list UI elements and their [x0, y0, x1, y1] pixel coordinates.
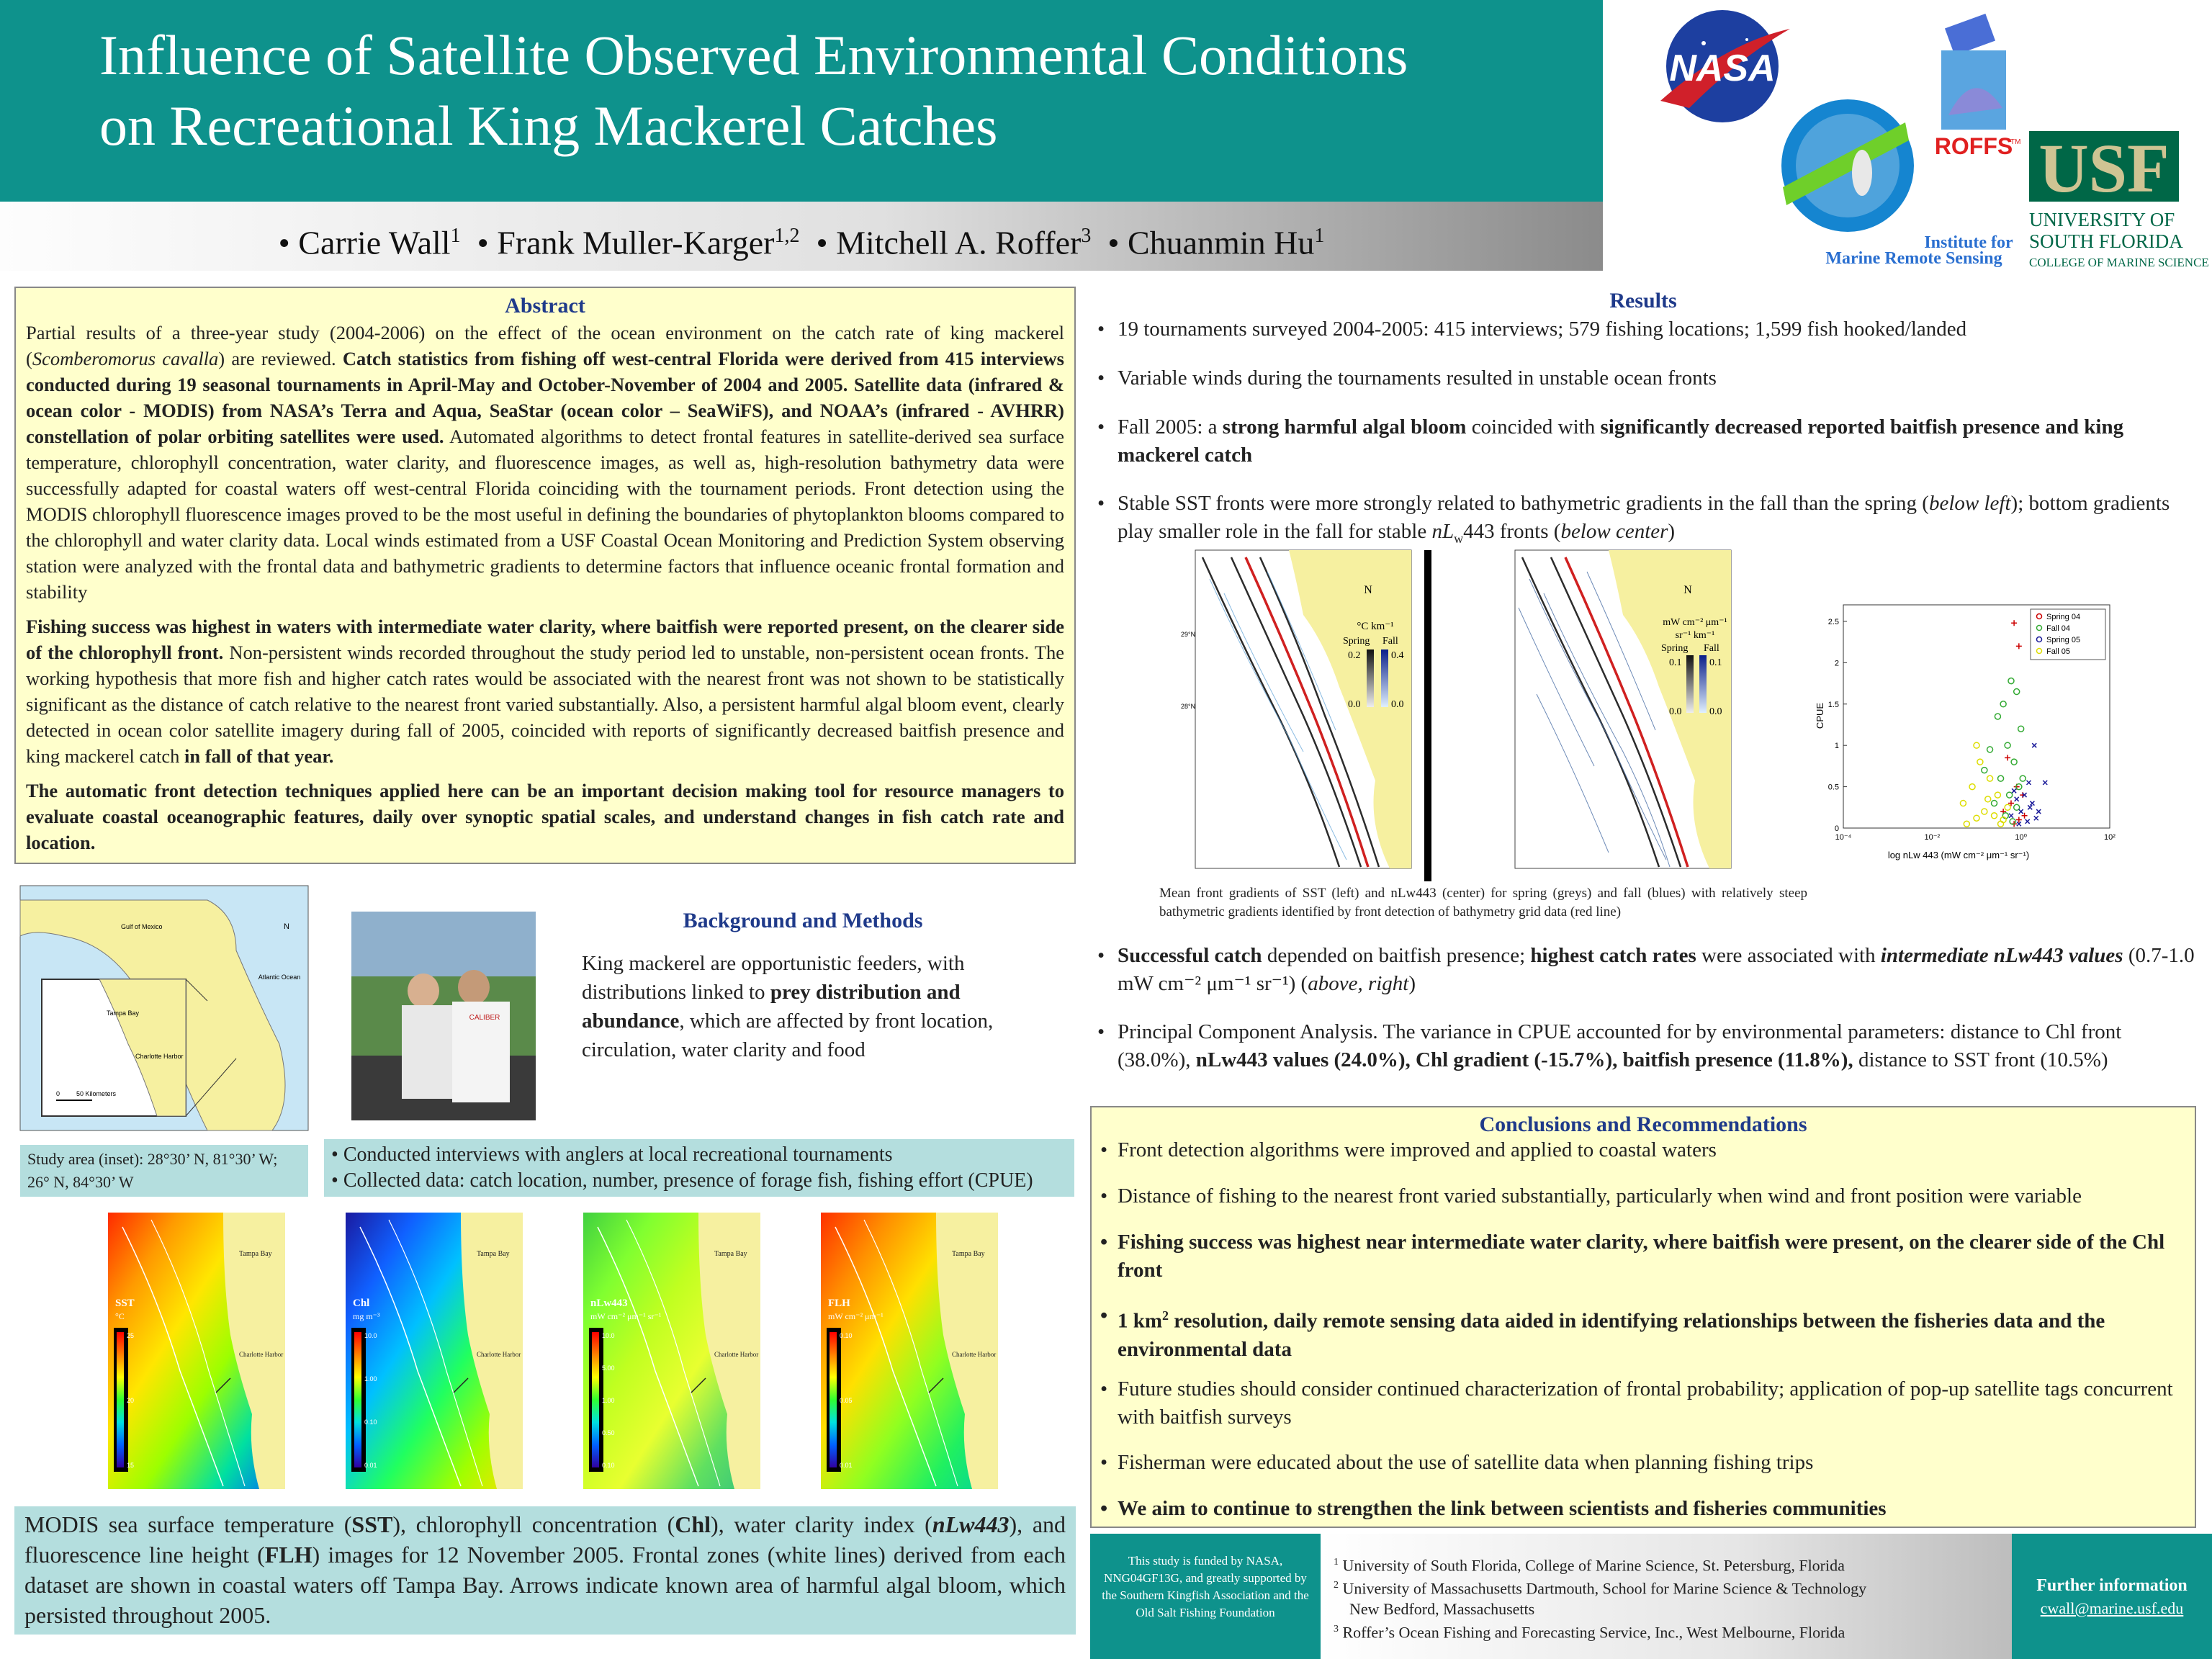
- author-4: Chuanmin Hu: [1127, 224, 1315, 261]
- front-map-caption: Mean front gradients of SST (left) and nLw443 (center) for spring (greys) and fall (blues) with relatively steep bathymetric gradients identified by front detection of bathymetry grid data (red line): [1159, 886, 1807, 920]
- colorbar-tick: 1.00: [602, 1397, 615, 1404]
- usf-text: USF: [2038, 130, 2170, 207]
- results-bullet-3: • Fall 2005: a strong harmful algal bloom coincided with significantly decreased reported baitfish presence and king mackerel catch: [1089, 413, 2198, 469]
- charlotte-harbor-label: Charlotte Harbor: [714, 1351, 759, 1358]
- affiliation-3: $^3$ Roffer’s Ocean Fishing and Forecasting Service, Inc., West Melbourne, Florida: [1334, 1622, 1845, 1641]
- background-text: King mackerel are opportunistic feeders, with distributions linked to prey distribution and abundance, which are affected by front location, circulation, water clarity and food: [582, 952, 994, 1061]
- methods-item-1: • Conducted interviews with anglers at local recreational tournaments: [331, 1143, 893, 1166]
- author-1-aff: 1: [450, 225, 461, 247]
- panel-unit: mW cm⁻² μm⁻¹: [828, 1311, 884, 1321]
- photo-shirt-text: CALIBER: [469, 1014, 500, 1022]
- logo-area: [1603, 0, 2212, 282]
- panel-unit: mg m⁻³: [353, 1311, 380, 1321]
- north-label-2: N: [1683, 584, 1692, 596]
- imrs-line1: Institute for: [1924, 233, 2013, 252]
- modis-panel-chl: [346, 1213, 523, 1489]
- chart-xlabel: log nLw 443 (mW cm⁻² μm⁻¹ sr⁻¹): [1887, 850, 2030, 860]
- panel-label: Chl: [353, 1298, 370, 1309]
- nlw-legend-fall: Fall: [1704, 643, 1719, 654]
- modis-panel-nlw443: [583, 1213, 760, 1489]
- title-line-1: Influence of Satellite Observed Environmental Conditions: [99, 24, 1408, 86]
- affiliation-2: $^2$ University of Massachusetts Dartmouth, School for Marine Science & Technology: [1334, 1579, 1867, 1598]
- nlw-legend-top2: 0.1: [1709, 657, 1722, 668]
- map-north-arrow: N: [284, 922, 289, 931]
- roffs-logo: [1935, 14, 2021, 159]
- panel-label: FLH: [828, 1298, 850, 1309]
- colorbar-tick: 10.0: [364, 1332, 377, 1339]
- conclusions-title: Conclusions and Recommendations: [1479, 1112, 1807, 1136]
- colorbar-tick: 0.01: [364, 1462, 377, 1469]
- colorbar-tick: 10.0: [602, 1332, 615, 1339]
- abstract-panel: [14, 287, 1076, 864]
- further-info-box: [2012, 1534, 2212, 1659]
- nlw-front-gradient-map: [1515, 550, 1731, 868]
- north-label: N: [1364, 584, 1372, 596]
- colorbar-tick: 0.10: [364, 1419, 377, 1426]
- sst-legend-top: 0.2: [1348, 650, 1361, 661]
- colorbar-tick: 0.10: [602, 1462, 615, 1469]
- poster-title: [99, 20, 1597, 161]
- y-tick-label: 2: [1834, 659, 1839, 668]
- author-1: Carrie Wall: [298, 224, 451, 261]
- methods-item-2: • Collected data: catch location, number, presence of forage fish, fishing effort (CPUE): [331, 1169, 1033, 1192]
- colorbar: [117, 1332, 124, 1467]
- sst-legend-bot: 0.0: [1348, 699, 1361, 710]
- panel-label: SST: [115, 1298, 135, 1309]
- abstract-paragraph-1: Partial results of a three-year study (2004-2006) on the effect of the ocean environment on the catch rate of king mackerel (Scomberomorus cavalla) are reviewed. Catch statistics from fishing off west-central Florida were derived from 415 interviews conducted during 19 seasonal tournaments in April-May and October-November of 2004 and 2005. Satellite data (infrared & ocean color - MODIS) from NASA’s Terra and Aqua, SeaStar (ocean color – SeaWiFS), and NOAA’s (infrared - AVHRR) constellation of polar orbiting satellites were used. Automated algorithms to detect frontal features in satellite-derived sea surface temperature, chlorophyll concentration, water clarity, and fluorescence images, as well as, high-resolution bathymetry data were successfully adapted for coastal waters off west-central Florida coinciding with the tournament periods. Front detection using the MODIS chlorophyll fluorescence images proved to be the most useful in defining the boundaries of phytoplankton blooms compared to the chlorophyll and water clarity data. Local winds estimated from a USF Coastal Ocean Monitoring and Prediction System observing station were analyzed with the frontal data and bathymetric gradients to determine factors that influence oceanic frontal formation and stability: [26, 322, 1064, 603]
- usf-line1: UNIVERSITY OF: [2029, 209, 2175, 230]
- colorbar-tick: 0.01: [840, 1462, 853, 1469]
- chart-legend: [2031, 609, 2105, 660]
- title-line-2: on Recreational King Mackerel Catches: [99, 94, 998, 157]
- tampa-bay-label: Tampa Bay: [714, 1250, 747, 1258]
- colorbar-tick: 15: [127, 1462, 135, 1469]
- study-area-note: Study area (inset): 28°30’ N, 81°30’ W; 26° N, 84°30’ W: [20, 1145, 308, 1197]
- x-tick-label: 10⁰: [2015, 833, 2027, 842]
- lat-label-1: 29°N: [1181, 631, 1196, 638]
- results-bullet-5: • Successful catch depended on baitfish presence; highest catch rates were associated with intermediate nLw443 values (0.7-1.0 mW cm⁻² μm⁻¹ sr⁻¹) (above, right): [1089, 942, 2198, 998]
- y-tick-label: 0: [1834, 824, 1839, 833]
- x-tick-label: 10⁻²: [1924, 833, 1941, 842]
- author-2: Frank Muller-Karger: [497, 224, 775, 261]
- conclusion-1: • Front detection algorithms were improved and applied to coastal waters: [1097, 1136, 2192, 1164]
- nasa-logo: [1660, 10, 1790, 122]
- charlotte-label: Charlotte Harbor: [135, 1053, 184, 1060]
- funding-note: This study is funded by NASA, NNG04GF13G, and greatly supported by the Southern Kingfish Association and the Old Salt Fishing Foundation: [1090, 1534, 1321, 1659]
- conclusion-2: • Distance of fishing to the nearest front varied substantially, particularly when wind and front position were variable: [1097, 1182, 2192, 1210]
- sst-front-gradient-map: [1181, 550, 1411, 868]
- author-3: Mitchell A. Roffer: [836, 224, 1082, 261]
- colorbar-tick: 5.00: [602, 1364, 615, 1372]
- results-title: Results: [1609, 289, 1677, 313]
- tampa-bay-label: Tampa Bay: [952, 1250, 985, 1258]
- sst-legend-bot2: 0.0: [1391, 699, 1404, 710]
- results-lower: [1089, 942, 2198, 1107]
- x-tick-label: 10²: [2104, 833, 2116, 842]
- sst-legend-spring: Spring: [1343, 636, 1370, 647]
- legend-label: Spring 05: [2046, 636, 2081, 644]
- colorbar-tick: 1.00: [364, 1375, 377, 1382]
- results-bullet-2: • Variable winds during the tournaments resulted in unstable ocean fronts: [1089, 364, 2198, 392]
- colorbar: [592, 1332, 599, 1467]
- conclusion-7: • We aim to continue to strengthen the link between scientists and fisheries communities: [1097, 1495, 2192, 1523]
- colorbar-tick: 25: [127, 1332, 135, 1339]
- colorbar-tick: 0.10: [840, 1332, 853, 1339]
- imrs-line2: Marine Remote Sensing: [1825, 249, 2002, 268]
- y-tick-label: 2.5: [1827, 617, 1839, 626]
- sst-legend-top2: 0.4: [1391, 650, 1404, 661]
- y-tick-label: 0.5: [1827, 783, 1839, 792]
- colorbar: [830, 1332, 837, 1467]
- roffs-text: ROFFS: [1934, 133, 2013, 159]
- results-bullet-4: • Stable SST fronts were more strongly related to bathymetric gradients in the fall than the spring (below left); bottom gradients play smaller role in the fall for stable $nL_w443$ fronts (below center): [1089, 490, 2198, 553]
- colorbar-tick: 0.50: [602, 1429, 615, 1437]
- legend-label: Fall 04: [2046, 624, 2071, 633]
- tampa-label: Tampa Bay: [107, 1010, 140, 1017]
- roffs-tm: TM: [2010, 138, 2021, 146]
- colorbar-tick: 0.05: [840, 1397, 853, 1404]
- modis-panel-flh: [821, 1213, 998, 1489]
- modis-image-row: [108, 1213, 1015, 1489]
- usf-line3: COLLEGE OF MARINE SCIENCE: [2029, 256, 2209, 269]
- contact-email-link[interactable]: cwall@marine.usf.edu: [2040, 1599, 2184, 1617]
- panel-unit: mW cm⁻² μm⁻¹ sr⁻¹: [590, 1311, 662, 1321]
- author-2-aff: 1,2: [774, 225, 800, 247]
- nlw-legend-spring: Spring: [1661, 643, 1689, 654]
- scale-label: 50 Kilometers: [76, 1090, 117, 1097]
- y-tick-label: 1: [1834, 742, 1839, 751]
- usf-logo: [2029, 130, 2209, 269]
- conclusion-3: • Fishing success was highest near intermediate water clarity, where baitfish were present, on the clearer side of the Chl front: [1097, 1228, 2192, 1285]
- legend-label: Fall 05: [2046, 647, 2071, 656]
- conclusion-4: • 1 $km^2$ resolution, daily remote sensing data aided in identifying relationships between the fisheries data and the environmental data: [1097, 1302, 2192, 1364]
- x-tick-label: 10⁻⁴: [1835, 833, 1852, 842]
- lat-label-2: 28°N: [1181, 703, 1196, 710]
- results-bullet-1: • 19 tournaments surveyed 2004-2005: 415 interviews; 579 fishing locations; 1,599 fish hooked/landed: [1089, 315, 2198, 343]
- species-name: Scomberomorus cavalla: [32, 348, 219, 369]
- sst-legend-unit: °C km⁻¹: [1357, 621, 1394, 632]
- conclusions-panel: [1090, 1106, 2196, 1528]
- nlw-legend-bot: 0.0: [1669, 706, 1682, 717]
- further-info-title: Further information: [2036, 1576, 2188, 1595]
- abstract-paragraph-2: Fishing success was highest in waters with intermediate water clarity, where baitfish were reported present, on the clearer side of the chlorophyll front. Non-persistent winds recorded throughout the study period led to unstable, non-persistent ocean fronts. The working hypothesis that more fish and higher catch rates would be associated with the nearest front was not shown to be statistically significant as the distance of catch relative to the nearest front varied substantially. Also, a persistent harmful algal bloom event, clearly detected in ocean color satellite imagery during fall of 2005, coincided with reports of significantly decreased baitfish presence and king mackerel catch in fall of that year.: [26, 616, 1065, 767]
- angler-interview-photo: [351, 912, 536, 1120]
- colorbar: [354, 1332, 361, 1467]
- usf-line2: SOUTH FLORIDA: [2029, 230, 2183, 252]
- legend-label: Spring 04: [2046, 613, 2081, 621]
- charlotte-harbor-label: Charlotte Harbor: [952, 1351, 997, 1358]
- gulf-label: Gulf of Mexico: [121, 923, 163, 930]
- chart-ylabel: CPUE: [1815, 702, 1825, 729]
- nasa-text: NASA: [1669, 48, 1776, 89]
- nlw-legend-top: 0.1: [1669, 657, 1682, 668]
- modis-panel-sst: [108, 1213, 285, 1489]
- nlw-legend-bot2: 0.0: [1709, 706, 1722, 717]
- nlw-legend-unit1: mW cm⁻² μm⁻¹: [1663, 617, 1727, 628]
- methods-box: [324, 1139, 1074, 1197]
- abstract-title: Abstract: [505, 294, 585, 318]
- results-bullet-6: • Principal Component Analysis. The variance in CPUE accounted for by environmental parameters: distance to Chl front (38.0%), nLw443 values (24.0%), Chl gradient (-15.7%), baitfish presence (11.8%), distance to SST front (10.5%): [1089, 1018, 2198, 1074]
- affiliations: [1321, 1534, 2012, 1659]
- study-area-map: [20, 886, 308, 1130]
- author-4-aff: 1: [1314, 225, 1325, 247]
- author-bar: • Carrie Wall$^1$ • Frank Muller-Karger$^{1,2}$ • Mitchell A. Roffer$^3$ • Chuanmin Hu$^1$: [0, 202, 1603, 271]
- colorbar-tick: 20: [127, 1397, 135, 1404]
- affiliation-2b: New Bedford, Massachusetts: [1349, 1599, 1535, 1618]
- tampa-bay-label: Tampa Bay: [239, 1250, 272, 1258]
- abstract-paragraph-3: The automatic front detection techniques applied here can be an important decision making tool for resource managers to evaluate coastal oceanographic features, daily over synoptic spatial scales, and understand changes in fish catch rate and location.: [26, 780, 1064, 853]
- cpue-scatter-chart: [1815, 593, 2131, 867]
- nlw-legend-unit2: sr⁻¹ km⁻¹: [1675, 630, 1715, 641]
- conclusion-6: • Fisherman were educated about the use of satellite data when planning fishing trips: [1097, 1449, 2192, 1477]
- conclusion-5: • Future studies should consider continued characterization of frontal probability; application of pop-up satellite tags concurrent with baitfish surveys: [1097, 1375, 2192, 1431]
- panel-unit: °C: [115, 1311, 125, 1321]
- sst-legend-fall: Fall: [1382, 636, 1398, 647]
- affiliation-1: $^1$ University of South Florida, College of Marine Science, St. Petersburg, Florida: [1334, 1556, 1845, 1575]
- figure-divider: [1424, 550, 1431, 881]
- y-tick-label: 1.5: [1827, 700, 1839, 709]
- tampa-bay-label: Tampa Bay: [477, 1250, 510, 1258]
- background-title: Background and Methods: [683, 909, 923, 932]
- author-3-aff: 3: [1081, 225, 1092, 247]
- modis-caption: MODIS sea surface temperature (SST), chlorophyll concentration (Chl), water clarity index (nLw443), and fluorescence line height (FLH) images for 12 November 2005. Frontal zones (white lines) derived from each dataset are shown in coastal waters off Tampa Bay. Arrows indicate known area of harmful algal bloom, which persisted throughout 2005.: [14, 1506, 1076, 1635]
- charlotte-harbor-label: Charlotte Harbor: [477, 1351, 521, 1358]
- scale-0: 0: [56, 1090, 60, 1097]
- charlotte-harbor-label: Charlotte Harbor: [239, 1351, 284, 1358]
- panel-label: nLw443: [590, 1298, 628, 1309]
- atlantic-label: Atlantic Ocean: [258, 974, 301, 981]
